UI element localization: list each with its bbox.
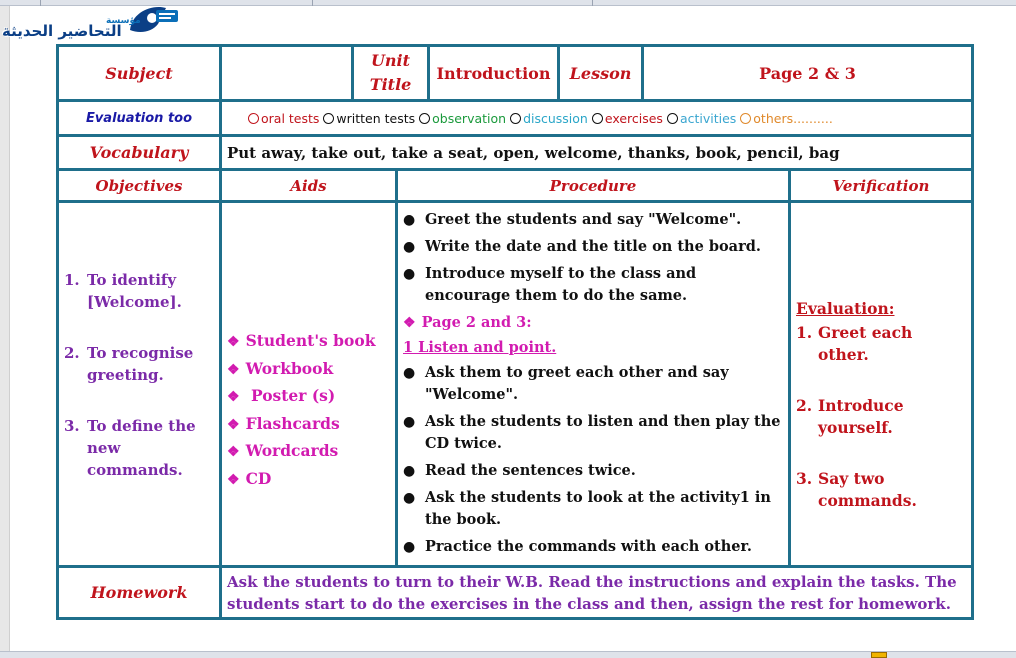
eval-option-label: activities [679,110,737,126]
radio-circle-icon [323,113,334,124]
procedure-step [403,263,783,307]
eval-option-discussion[interactable] [510,111,588,126]
logo-text: التحاضير الحديثة [2,22,122,40]
procedure-step [403,362,783,406]
status-bar [0,651,1016,658]
verification-item [796,395,966,439]
procedure-step-text: Ask them to greet each other and say "Welcome". [425,364,729,403]
verification-list [796,228,966,512]
bullet-icon: ● [403,266,416,282]
verification-number: 2. [796,395,813,415]
eval-option-label: discussion [523,110,588,126]
procedure-step [403,487,783,531]
eval-option-others[interactable] [740,111,833,126]
aids-list [227,275,390,493]
ribbon-separator [592,0,593,6]
eval-option-label: observation [432,110,507,126]
subject-value [221,46,353,101]
radio-circle-icon [592,113,603,124]
procedure-activity-heading: 1 Listen and point. [403,339,557,356]
bullet-icon: ● [403,365,416,381]
radio-circle-icon [419,113,430,124]
eval-option-exercises[interactable] [592,111,663,126]
eval-option-oral-tests[interactable] [248,111,319,126]
procedure-step [403,536,783,558]
aid-item: ❖ Student's book [227,328,390,356]
header-row [58,46,973,101]
evaluation-tools-options [221,101,973,136]
verification-text: Say two commands. [818,468,917,510]
bullet-icon: ● [403,414,416,430]
eval-option-label: oral tests [261,110,320,126]
eval-option-written-tests[interactable] [323,111,415,126]
procedure-header: Procedure [397,170,790,202]
homework-label: Homework [58,567,221,619]
verification-number: 1. [796,322,813,342]
homework-text: Ask the students to turn to their W.B. Read the instructions and explain the tasks. The students start to do the exercises in the class and then, assign the rest for homework. [221,567,973,619]
verification-heading: Evaluation: [796,298,895,318]
logo-subtext: مؤسسة [106,16,141,26]
verification-text: Greet each other. [818,322,913,364]
verification-text: Introduce yourself. [818,395,904,437]
objective-number: 3. [64,416,80,435]
procedure-step-text: Write the date and the title on the board. [425,238,761,255]
bullet-icon: ● [403,212,416,228]
eval-option-observation[interactable] [419,111,506,126]
radio-circle-icon [248,113,259,124]
verification-item [796,322,966,366]
vocabulary-row [58,136,973,170]
aid-item: ❖ Wordcards [227,438,390,466]
document-left-margin [0,6,10,658]
procedure-step [403,460,783,482]
verification-number: 3. [796,468,813,488]
objective-item [64,342,214,386]
aid-item: ❖ CD [227,466,390,494]
unit-title-value: Introduction [429,46,559,101]
status-icon [871,652,887,658]
objective-text: To define the new commands. [87,416,196,479]
lesson-label: Lesson [559,46,643,101]
unit-title-label: Unit Title [353,46,429,101]
bullet-icon: ● [403,539,416,555]
vocabulary-text: Put away, take out, take a seat, open, welcome, thanks, book, pencil, bag [221,136,973,170]
objective-text: To identify [Welcome]. [87,270,182,311]
logo [2,2,182,42]
procedure-step [403,236,783,258]
objective-number: 1. [64,270,80,289]
lesson-plan-table [56,44,974,620]
procedure-step-text: Introduce myself to the class and encourage them to do the same. [425,265,697,304]
procedure-step-text: Ask the students to look at the activity1 in the book. [425,489,771,528]
ribbon-separator [312,0,313,6]
verification-cell [790,202,973,567]
procedure-step-text: Read the sentences twice. [425,462,636,479]
procedure-step [403,209,783,231]
eval-option-label: written tests [336,110,416,126]
procedure-list [403,205,783,558]
eval-option-label: others.......... [753,110,833,126]
objective-item [64,269,214,313]
bullet-icon: ● [403,463,416,479]
objectives-header: Objectives [58,170,221,202]
aid-item: ❖ Workbook [227,356,390,384]
vocabulary-label: Vocabulary [58,136,221,170]
radio-circle-icon [740,113,751,124]
bullet-icon: ● [403,239,416,255]
lesson-value: Page 2 & 3 [643,46,973,101]
aid-item: ❖ Flashcards [227,411,390,439]
procedure-step [403,411,783,455]
aids-cell [221,202,397,567]
radio-circle-icon [510,113,521,124]
objectives-cell [58,202,221,567]
subject-label: Subject [58,46,221,101]
aid-item: ❖ Poster (s) [227,383,390,411]
procedure-page-heading: ❖ Page 2 and 3: [403,312,783,334]
verification-item [796,468,966,512]
procedure-step-text: Practice the commands with each other. [425,538,752,555]
homework-row [58,567,973,619]
objective-number: 2. [64,343,80,362]
objective-item [64,415,214,481]
objective-text: To recognise greeting. [87,343,194,384]
lesson-body-row [58,202,973,567]
aids-header: Aids [221,170,397,202]
verification-header: Verification [790,170,973,202]
procedure-step-text: Ask the students to listen and then play the CD twice. [425,413,781,452]
procedure-cell [397,202,790,567]
eval-option-activities[interactable] [667,111,736,126]
objectives-list [64,259,214,481]
bullet-icon: ● [403,490,416,506]
procedure-step-text: Greet the students and say "Welcome". [425,211,742,228]
evaluation-tools-label: Evaluation too [58,101,221,136]
evaluation-tools-row [58,101,973,136]
eval-option-label: exercises [604,110,663,126]
radio-circle-icon [667,113,678,124]
column-header-row [58,170,973,202]
